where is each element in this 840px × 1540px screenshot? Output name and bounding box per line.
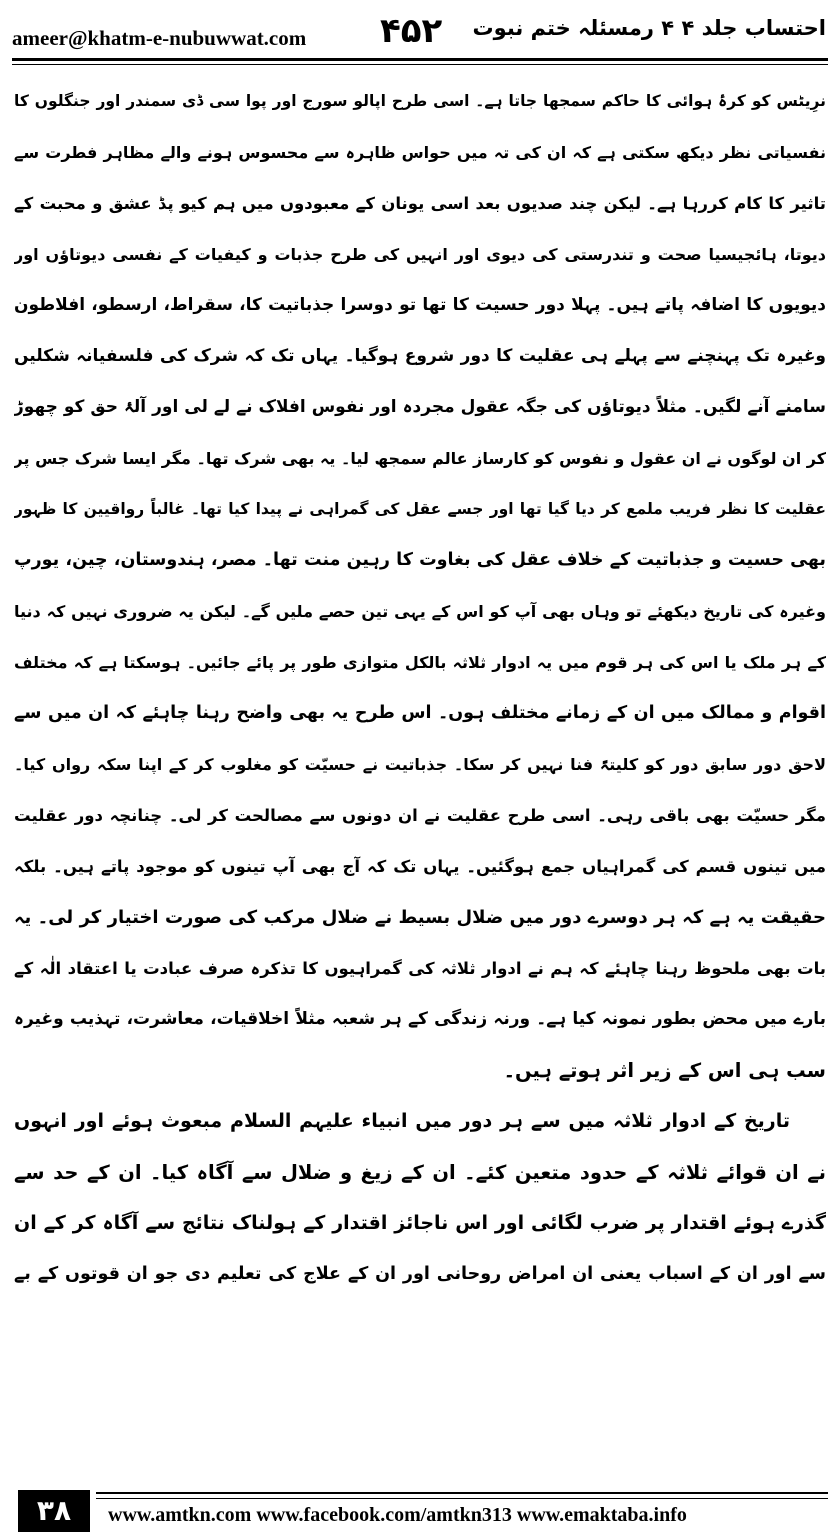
text-line: نے ان قوائے ثلاثہ کے حدود متعین کئے۔ ان کے زیغ و ضلال سے آگاہ کیا۔ ان کے حد سے: [14, 1161, 826, 1184]
text-line: سب ہی اس کے زیر اثر ہوتے ہیں۔: [503, 1059, 826, 1082]
text-line: سامنے آنے لگیں۔ مثلاً دیوتاؤں کی جگہ عقول مجردہ اور نفوس افلاک نے لے لی اور آلۂ حق کو چھوڑ: [14, 397, 826, 417]
footer-rule-thin: [96, 1498, 828, 1499]
text-line: دیویوں کا اضافہ پاتے ہیں۔ پہلا دور حسیت کا تھا تو دوسرا جذباتیت کا، سقراط، ارسطو، افلاطون: [14, 295, 826, 315]
header-page-number: ۴۵۲: [380, 11, 443, 51]
text-line: میں تینوں قسم کی گمراہیاں جمع ہوگئیں۔ یہاں تک کہ آج بھی آپ تینوں کو موجود پاتے ہیں۔ بلکہ: [14, 857, 826, 876]
header-email: ameer@khatm-e-nubuwwat.com: [12, 26, 307, 50]
text-line: حقیقت یہ ہے کہ ہر دوسرے دور میں ضلال بسیط نے ضلال مرکب کی صورت اختیار کر لی۔ یہ: [14, 907, 826, 928]
body-text: [14, 76, 826, 1486]
text-line: سے اور ان کے اسباب یعنی ان امراض روحانی اور ان کے علاج کی تعلیم دی جو ان قوتوں کے بے: [14, 1264, 826, 1284]
text-line: عقلیت کا نظر فریب ملمع کر دیا گیا تھا اور جسے عقل کی گمراہی نے پیدا کیا تھا۔ غالباً رواقیین کا ظہور: [14, 500, 826, 518]
text-line: کے ہر ملک یا اس کی ہر قوم میں یہ ادوار ثلاثہ بالکل متوازی طور پر پائے جائیں۔ ہوسکتا ہے کہ مختلف: [14, 653, 826, 672]
text-line: اقوام و ممالک میں ان کے زمانے مختلف ہوں۔ اس طرح یہ بھی واضح رہنا چاہئے کہ ان میں سے: [14, 703, 826, 723]
page-header: [0, 0, 840, 62]
header-book-reference: احتساب جلد ۴ ۴ رمسئلہ ختم نبوت: [472, 16, 826, 40]
text-line: بات بھی ملحوظ رہنا چاہئے کہ ہم نے ادوار ثلاثہ کی گمراہیوں کا تذکرہ صرف عبادت یا اعتقاد الٰہ کے: [14, 959, 826, 978]
text-line: لاحق دور سابق دور کو کلیتہً فنا نہیں کر سکا۔ جذباتیت نے حسیّت کو مغلوب کر کے اپنا سکہ رواں کیا۔: [14, 755, 826, 774]
page-footer: [0, 1488, 840, 1540]
text-line: نرِیٹس کو کرۂ ہوائی کا حاکم سمجھا جاتا ہے۔ اسی طرح اپالو سورج اور پوا سی ڈی سمندر اور جنگلوں کا: [14, 92, 826, 110]
footer-rule: [96, 1492, 828, 1494]
text-line: تاریخ کے ادوار ثلاثہ میں سے ہر دور میں انبیاء علیہم السلام مبعوث ہوئے اور انہوں: [14, 1110, 790, 1132]
text-line: نفسیاتی نظر دیکھ سکتی ہے کہ ان کی تہ میں حواس ظاہرہ سے محسوس ہونے والے مظاہر فطرت سے: [14, 143, 826, 162]
text-line: بارے میں محض بطور نمونہ کیا ہے۔ ورنہ زندگی کے ہر شعبہ مثلاً اخلاقیات، معاشرت، تہذیب وغیرہ: [14, 1009, 826, 1029]
footer-websites: www.amtkn.com www.facebook.com/amtkn313 www.emaktaba.info: [108, 1504, 687, 1526]
text-line: دیوتا، ہائجیسیا صحت و تندرستی کی دیوی اور انہیں کی طرح جذبات و کیفیات کے نفسی دیوتاؤں اور: [14, 245, 826, 264]
text-line: کر ان لوگوں نے ان عقول و نفوس کو کارساز عالم سمجھ لیا۔ یہ بھی شرک تھا۔ مگر ایسا شرک جس پر: [14, 449, 826, 468]
header-rule: [12, 58, 828, 61]
header-rule-thin: [12, 64, 828, 65]
text-line: گذرے ہوئے اقتدار پر ضرب لگائی اور اس ناجائز اقتدار کے ہولناک نتائج سے آگاہ کر کے ان: [14, 1212, 826, 1234]
text-line: وغیرہ کی تاریخ دیکھئے تو وہاں بھی آپ کو اس کے یہی تین حصے ملیں گے۔ لیکن یہ ضروری نہیں کہ دنیا: [14, 602, 826, 621]
text-line: مگر حسیّت بھی باقی رہی۔ اسی طرح عقلیت نے ان دونوں سے مصالحت کر لی۔ چنانچہ دور عقلیت: [14, 806, 826, 825]
text-line: وغیرہ تک پہنچنے سے پہلے ہی عقلیت کا دور شروع ہوگیا۔ یہاں تک کہ شرک کی فلسفیانہ شکلیں: [14, 346, 826, 366]
text-line: تاثیر کا کام کررہا ہے۔ لیکن چند صدیوں بعد اسی یونان کے معبودوں میں ہم کیو پڈ عشق و محبت کے: [14, 194, 826, 213]
text-line: بھی حسیت و جذباتیت کے خلاف عقل کی بغاوت کا رہین منت تھا۔ مصر، ہندوستان، چین، یورپ: [14, 550, 826, 570]
footer-page-number: ۳۸: [18, 1490, 90, 1532]
